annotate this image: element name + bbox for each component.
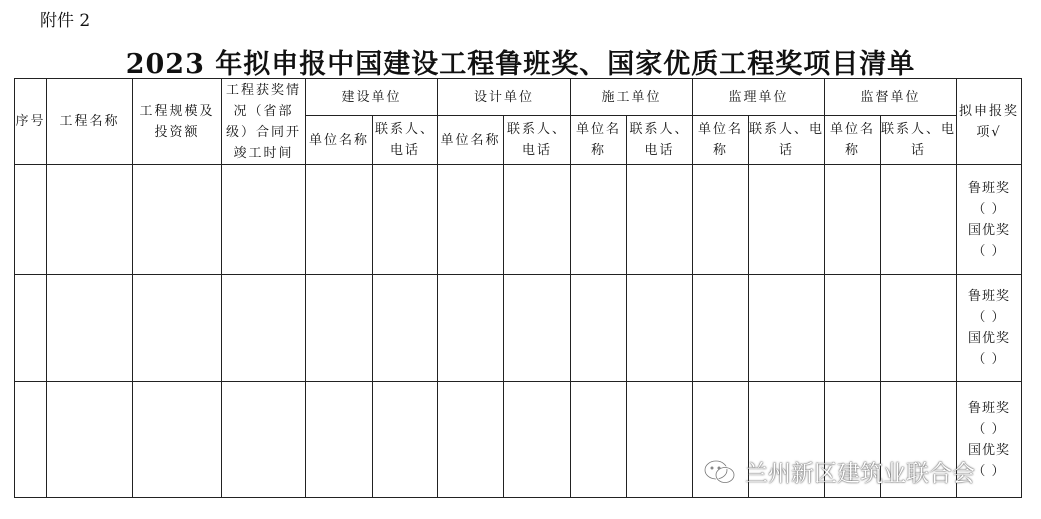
national-checkbox[interactable]: （ ） [972, 352, 1006, 367]
project-list-table [14, 78, 1022, 498]
award-options-cell[interactable] [957, 275, 1022, 382]
national-label: 国优奖 [967, 331, 1010, 346]
luban-label: 鲁班奖 [967, 180, 1010, 196]
national-label: 国优奖 [967, 222, 1010, 238]
attachment-label: 附件 2 [40, 11, 91, 31]
table-row [15, 165, 1022, 275]
sub-contact-phone: 联系人、电话 [881, 116, 957, 165]
header-proposed-award: 拟申报奖项√ [957, 79, 1022, 165]
sub-unit-name: 单位名称 [693, 116, 749, 165]
header-design-unit: 设计单位 [438, 79, 571, 116]
watermark [703, 455, 975, 488]
table-row [15, 275, 1022, 382]
sub-unit-name: 单位名称 [306, 116, 373, 165]
header-oversight-unit: 监督单位 [825, 79, 957, 116]
sub-contact-phone: 联系人、电话 [373, 116, 438, 165]
header-row-1 [15, 79, 1022, 116]
sub-contact-phone: 联系人、电话 [749, 116, 825, 165]
luban-checkbox[interactable]: （ ） [972, 310, 1006, 325]
wechat-icon [703, 458, 737, 486]
luban-checkbox[interactable]: （ ） [972, 201, 1006, 217]
header-builder-unit: 施工单位 [571, 79, 693, 116]
award-options-cell[interactable] [957, 165, 1022, 275]
header-supervision-unit: 监理单位 [693, 79, 825, 116]
header-project-name: 工程名称 [47, 79, 133, 165]
watermark-text: 兰州新区建筑业联合会 [745, 461, 975, 487]
luban-label: 鲁班奖 [967, 289, 1010, 304]
national-checkbox[interactable]: （ ） [972, 243, 1006, 259]
page-title: 2023 年拟申报中国建设工程鲁班奖、国家优质工程奖项目清单 [125, 49, 916, 80]
sub-contact-phone: 联系人、电话 [504, 116, 571, 165]
sub-unit-name: 单位名称 [438, 116, 504, 165]
sub-unit-name: 单位名称 [571, 116, 627, 165]
header-award-status: 工程获奖情况（省部级）合同开竣工时间 [222, 79, 306, 165]
sub-unit-name: 单位名称 [825, 116, 881, 165]
luban-label: 鲁班奖 [967, 400, 1010, 416]
header-construction-unit: 建设单位 [306, 79, 438, 116]
national-checkbox[interactable]: （ ） [972, 463, 1006, 479]
sub-contact-phone: 联系人、电话 [627, 116, 693, 165]
header-scale-investment: 工程规模及投资额 [133, 79, 222, 165]
national-label: 国优奖 [967, 442, 1010, 458]
luban-checkbox[interactable]: （ ） [972, 421, 1006, 437]
header-seq: 序号 [15, 79, 47, 165]
